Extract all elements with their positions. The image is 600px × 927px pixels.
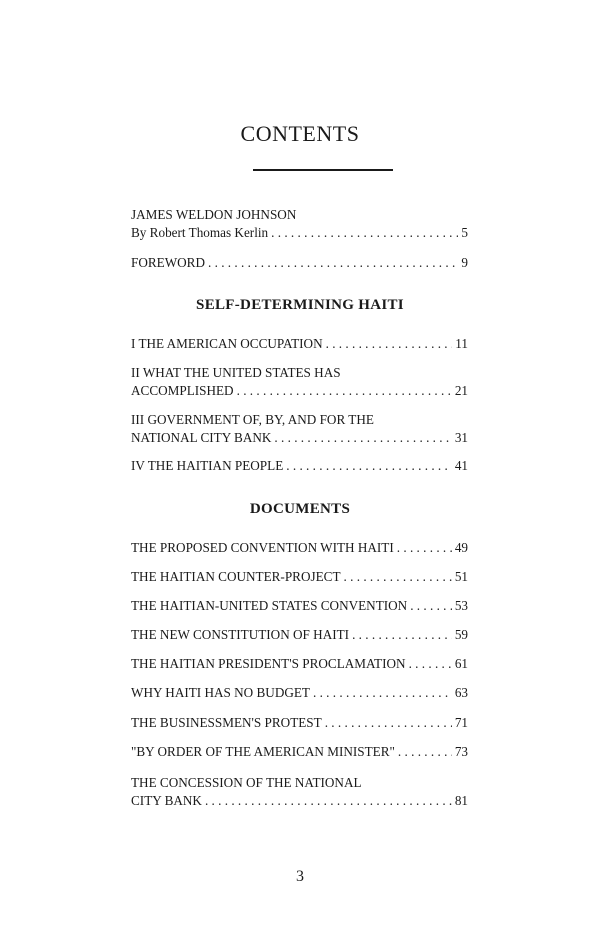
toc-entry-label: THE BUSINESSMEN'S PROTEST	[131, 715, 322, 730]
toc-entry-label: By Robert Thomas Kerlin	[131, 225, 269, 240]
dot-leader	[274, 429, 451, 447]
toc-page-number: 81	[454, 793, 468, 808]
toc-entry-label: THE HAITIAN PRESIDENT'S PROCLAMATION	[131, 656, 406, 671]
toc-entry-label: FOREWORD	[131, 255, 205, 270]
dot-leader	[352, 626, 452, 644]
toc-page-number: 53	[454, 598, 468, 613]
toc-entry-by-order[interactable]	[131, 743, 468, 761]
toc-entry-label: THE NEW CONSTITUTION OF HAITI	[131, 627, 350, 642]
dot-leader	[326, 335, 453, 353]
dot-leader	[205, 792, 452, 810]
dot-leader	[208, 254, 458, 272]
toc-page-number: 51	[454, 569, 468, 584]
toc-page-number: 63	[454, 685, 468, 700]
title-rule	[253, 169, 393, 171]
dot-leader	[237, 382, 452, 400]
page-number: 3	[296, 868, 304, 885]
toc-entry-line: II WHAT THE UNITED STATES HAS	[131, 365, 341, 380]
toc-entry-line: III GOVERNMENT OF, BY, AND FOR THE	[131, 412, 374, 427]
toc-entry-label: "BY ORDER OF THE AMERICAN MINISTER"	[131, 744, 395, 759]
dot-leader	[409, 655, 452, 673]
dot-leader	[286, 457, 452, 475]
toc-page-number: 41	[454, 458, 468, 473]
toc-page-number: 59	[454, 627, 468, 642]
toc-entry-label: IV THE HAITIAN PEOPLE	[131, 458, 284, 473]
dot-leader	[325, 714, 452, 732]
toc-entry-johnson-title: JAMES WELDON JOHNSON	[131, 207, 297, 222]
toc-page-number: 21	[454, 383, 468, 398]
toc-entry-proposed-convention[interactable]	[131, 539, 468, 557]
toc-entry-line: THE CONCESSION OF THE NATIONAL	[131, 775, 362, 790]
dot-leader	[397, 539, 452, 557]
toc-page-number: 9	[461, 255, 468, 270]
toc-entry-label: CITY BANK	[131, 793, 202, 808]
toc-entry-new-constitution[interactable]	[131, 626, 468, 644]
toc-entry-no-budget[interactable]	[131, 684, 468, 702]
toc-page-number: 61	[454, 656, 468, 671]
toc-page-number: 73	[454, 744, 468, 759]
toc-entry-label: THE HAITIAN-UNITED STATES CONVENTION	[131, 598, 408, 613]
toc-entry-american-occupation[interactable]	[131, 335, 468, 353]
toc-entry-presidents-proclamation[interactable]	[131, 655, 468, 673]
section-heading-haiti: SELF-DETERMINING HAITI	[196, 297, 404, 313]
section-heading-documents: DOCUMENTS	[249, 501, 351, 517]
toc-entry-label: ACCOMPLISHED	[131, 383, 234, 398]
toc-page-number: 5	[461, 225, 468, 240]
toc-entry-label: I THE AMERICAN OCCUPATION	[131, 336, 323, 351]
toc-entry-counter-project[interactable]	[131, 568, 468, 586]
dot-leader	[398, 743, 452, 761]
dot-leader	[344, 568, 452, 586]
toc-entry-haitian-people[interactable]	[131, 457, 468, 475]
toc-entry-label: THE HAITIAN COUNTER-PROJECT	[131, 569, 341, 584]
toc-page-number: 31	[454, 430, 468, 445]
toc-entry-businessmens-protest[interactable]	[131, 714, 468, 732]
toc-entry-johnson[interactable]	[131, 224, 468, 242]
toc-page-number: 49	[454, 540, 468, 555]
toc-entry-label: NATIONAL CITY BANK	[131, 430, 272, 445]
dot-leader	[271, 224, 458, 242]
page-title: CONTENTS	[240, 121, 360, 146]
toc-entry-national-city-bank[interactable]	[131, 429, 468, 447]
toc-entry-foreword[interactable]	[131, 254, 468, 272]
toc-page-number: 71	[454, 715, 468, 730]
toc-entry-label: WHY HAITI HAS NO BUDGET	[131, 685, 310, 700]
toc-entry-accomplished[interactable]	[131, 382, 468, 400]
dot-leader	[313, 684, 452, 702]
dot-leader	[410, 597, 452, 615]
toc-entry-label: THE PROPOSED CONVENTION WITH HAITI	[131, 540, 394, 555]
toc-page-number: 11	[455, 336, 468, 351]
toc-entry-concession[interactable]	[131, 792, 468, 810]
toc-entry-haitian-us-convention[interactable]	[131, 597, 468, 615]
